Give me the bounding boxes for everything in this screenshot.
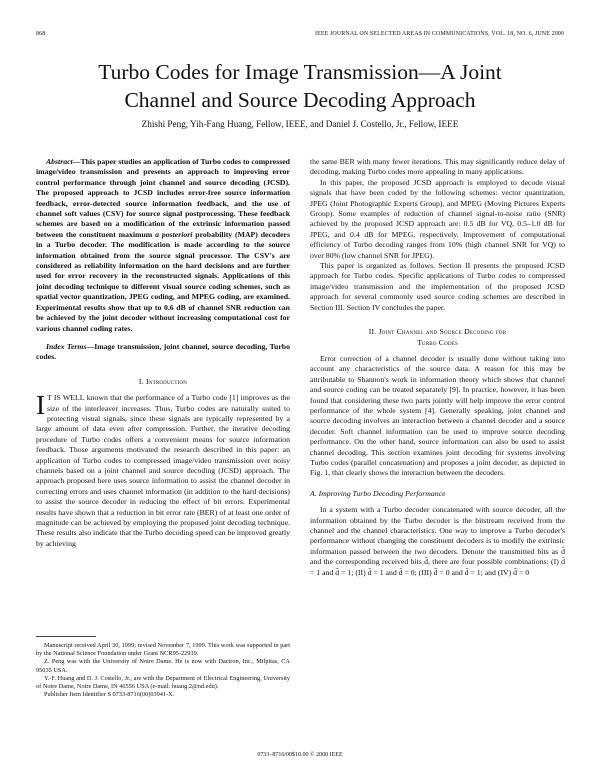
section-heading-introduction: I. Introduction <box>138 376 188 386</box>
intro-paragraph: I T IS WELL known that the performance of a Turbo code [1] improves as the size of the interleaver increases. Thus, Turbo codes are naturally suited to protecting visual signals, since these signals are typically represented by a large amount of data even after compression. Further, the iterative decoding procedure of Turbo codes offers a convenient means for source information feedback. Those arguments motivated the research described in this paper: an application of Turbo codes to compressed image/video transmission over noisy channels based on a joint channel and source decoding (JCSD) approach. The approach proposed here uses source information to assist the channel decoder in correcting errors and uses channel information (in addition to the hard decisions) to assist the source decoder in reducing the effect of bit errors. Experimental results have shown that a reduction in bit error rate (BER) of at least one order of magnitude can be achieved by employing the proposed joint decoding technique. These results also indicate that the Turbo decoding speed can be improved greatly by achieving <box>36 390 290 548</box>
footnote-manuscript: Manuscript received April 30, 1999; revised November 7, 1999. This work was supported in part by the National Science Foundation under Grant NCR95-22939. <box>36 642 290 658</box>
drop-cap: I <box>36 390 45 421</box>
footnote-affiliation: Y.-F. Huang and D. J. Costello, Jr., are with the Department of Electrical Engineering, University of Notre Dame, Notre Dame, IN 46556 USA (e-mail: huang.2@nd.edu). <box>36 674 290 691</box>
index-terms: Index Terms—Image transmission, joint channel, source decoding, Turbo codes. <box>36 341 290 362</box>
subsection-heading: A. Improving Turbo Decoding Performance <box>310 488 446 498</box>
abstract-label: Abstract— <box>46 157 81 166</box>
index-terms-label: Index Terms— <box>46 341 95 351</box>
title-line-2: Channel and Source Decoding Approach <box>124 88 476 112</box>
running-header <box>36 31 564 41</box>
footnote-rule <box>36 636 96 637</box>
title-line-1: Turbo Codes for Image Transmission—A Joint <box>98 60 502 84</box>
paper-title <box>40 58 560 114</box>
paragraph: Error correction of a channel decoder is usually done without taking into account any characteristics of the source data. A reason for this may be attributable to Shannon's work in information theory which shows that channel and source coding can be treated separately [9]. In practice, however, it has been found that considering these two parts jointly will help improve the error control performance of the whole system [4]. Generally speaking, joint channel and source decoding involves an interaction between a channel decoder and a source decoder. Soft channel information can be used to improve source decoding performance. On the other hand, source information can also be used to assist channel decoding. This section examines joint decoding for systems involving Turbo codes (parallel concatenation) and proposes a joint decoder, as depicted in Fig. 1, that clearly shows the interaction between the decoders. <box>310 353 565 478</box>
abstract: Abstract—This paper studies an application of Turbo codes to compressed image/video transmission and presents an approach to improving error control performance through joint channel and source decoding (JCSD). The proposed approach to JCSD includes error-free source information feedback, error-detected source information feedback, and the use of channel soft values (CSV) for source signal postprocessing. These feedback schemes are based on a modification of the extrinsic information passed between the constituent maximum a posteriori probability (MAP) decoders in a Turbo decoder. The modification is made according to the source information obtained from the source signal processor. The CSV's are considered as reliability information on the hard decisions and are further used for error recovery in the reconstructed signals. Applications of this joint decoding technique to different visual source coding schemes, such as spatial vector quantization, JPEG coding, and MPEG coding, are examined. Experimental results show that up to 0.6 dB of channel SNR reduction can be achieved by the joint decoder without increasing computational cost for various channel coding rates. <box>36 157 290 333</box>
paragraph: the same BER with many fewer iterations. This may significantly reduce delay of decoding, making Turbo codes more appealing in many applications. <box>310 157 565 177</box>
copyright-line: 0733–8716/00$10.00 © 2000 IEEE <box>257 752 343 758</box>
paragraph: This paper is organized as follows. Section II presents the proposed JCSD approach for Turbo codes. Specific applications of Turbo codes to compressed image/video transmission and the implementation of the proposed JCSD approach for several commonly used source coding schemes are described in Section III. Section IV concludes the paper. <box>310 261 565 312</box>
paragraph: In a system with a Turbo decoder concatenated with source decoder, all the information obtained by the Turbo decoder is the bitstream received from the channel and the channel characteristics. One way to improve a Turbo decoder's performance without changing the constituent decoders is to modify the extrinsic information passed between the two decoders. Denote the transmitted bits as d̂ and the corresponding received bits d̂, there are four possible combinations: (I) d̂ = 1 and d̂ = 1; (II) d̂ = 1 and d̂ = 0; (III) d̂ = 0 and d̂ = 1; and (IV) d̂ = 0 <box>310 505 565 577</box>
footnote-peng: Z. Peng was with the University of Notre Dame. He is now with Dactron, Inc., Milpitas, CA 95035 USA. <box>36 658 290 674</box>
section-heading-jcsd: II. Joint Channel and Source Decoding for Turbo Codes <box>368 327 507 347</box>
footnotes <box>36 642 290 699</box>
page-number: 868 <box>36 31 46 37</box>
footnote-pii: Publisher Item Identifier S 0733-8716(00)03941-X. <box>44 691 175 699</box>
right-column <box>310 157 565 578</box>
paragraph: In this paper, the proposed JCSD approach is employed to decode visual signals that have been coded by the following schemes: vector quantization, JPEG (Joint Photographic Experts Group), and MPEG (Moving Pictures Experts Group). Some examples of reduction of channel signal-to-noise ratio (SNR) achieved by the proposed JCSD approach are: 0.5 dB for VQ, 0.5–1.0 dB for JPEG, and 0.4 dB for MPEG, respectively. Improvement of computational efficiency of Turbo decoding ranges from 10% (high channel SNR for VQ) to over 80% (low channel SNR for JPEG). <box>310 177 565 260</box>
journal-name: IEEE JOURNAL ON SELECTED AREAS IN COMMUNICATIONS, VOL. 18, NO. 6, JUNE 2000 <box>315 31 564 37</box>
left-column <box>36 157 290 549</box>
author-list: Zhishi Peng, Yih-Fang Huang, Fellow, IEEE, and Daniel J. Costello, Jr., Fellow, IEEE <box>141 119 459 129</box>
